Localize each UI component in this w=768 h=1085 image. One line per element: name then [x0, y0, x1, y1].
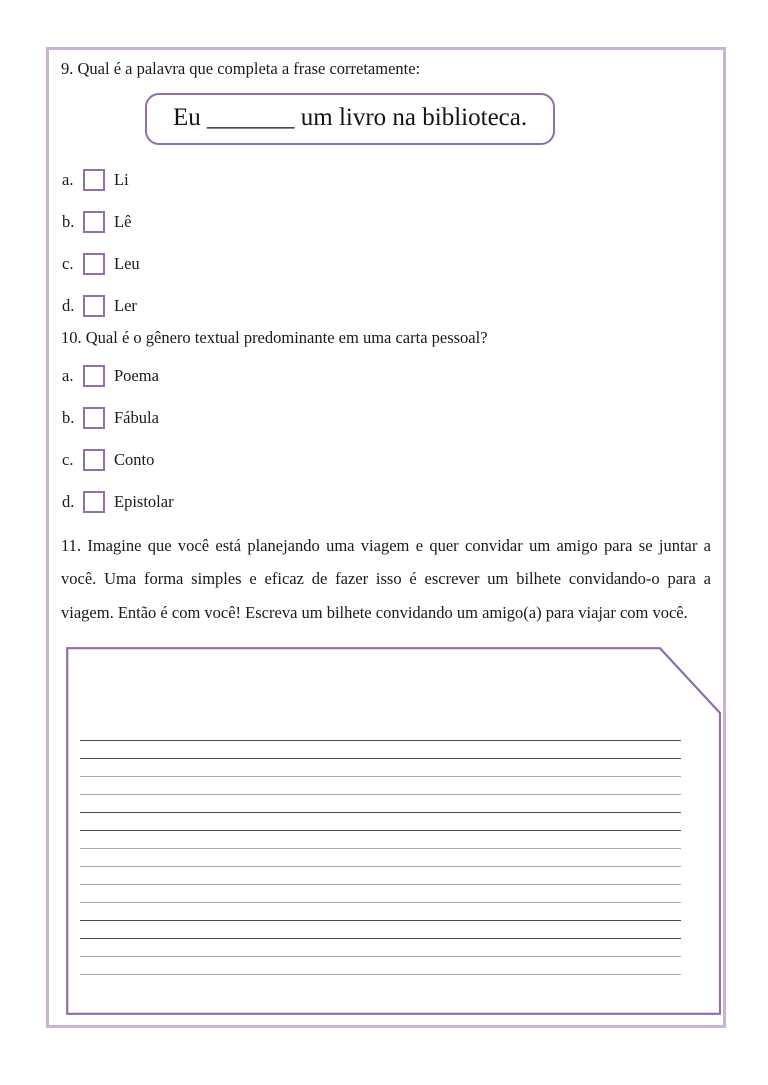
writing-line[interactable]	[80, 885, 681, 903]
option-letter: b.	[62, 407, 75, 427]
option-letter: a.	[62, 365, 74, 385]
option-letter: b.	[62, 211, 75, 231]
question-11-paragraph: 11. Imagine que você está planejando uma viagem e quer convidar um amigo para se juntar a você. Uma forma simples e eficaz de fazer isso é escrever um bilhete convidando-o para a viagem. Então é com você! Escreva um bilhete convidando um amigo(a) para viajar com você.	[61, 535, 711, 623]
question-10-options	[59, 355, 713, 523]
option-label: Leu	[114, 253, 140, 273]
option-letter: a.	[62, 169, 74, 189]
question-block-9	[59, 58, 713, 327]
option-letter: c.	[62, 449, 74, 469]
checkbox-icon[interactable]	[83, 449, 105, 471]
checkbox-icon[interactable]	[83, 169, 105, 191]
writing-line[interactable]	[80, 867, 681, 885]
writing-line[interactable]	[80, 921, 681, 939]
option-letter: d.	[62, 295, 75, 315]
writing-line[interactable]	[80, 939, 681, 957]
checkbox-icon[interactable]	[83, 211, 105, 233]
writing-line[interactable]	[80, 795, 681, 813]
writing-line[interactable]	[80, 957, 681, 975]
option-label: Poema	[114, 365, 159, 385]
option-row[interactable]	[59, 243, 713, 285]
option-letter: d.	[62, 491, 75, 511]
writing-line[interactable]	[80, 813, 681, 831]
checkbox-icon[interactable]	[83, 365, 105, 387]
writing-line[interactable]	[80, 849, 681, 867]
writing-line[interactable]	[80, 723, 681, 741]
option-label: Lê	[114, 211, 132, 231]
option-row[interactable]	[59, 355, 713, 397]
option-label: Li	[114, 169, 129, 189]
question-block-11	[59, 529, 713, 630]
checkbox-icon[interactable]	[83, 253, 105, 275]
option-row[interactable]	[59, 159, 713, 201]
option-row[interactable]	[59, 285, 713, 327]
writing-line[interactable]	[80, 741, 681, 759]
option-letter: c.	[62, 253, 74, 273]
writing-lines[interactable]	[80, 723, 681, 975]
option-row[interactable]	[59, 201, 713, 243]
option-label: Ler	[114, 295, 137, 315]
option-row[interactable]	[59, 397, 713, 439]
writing-line[interactable]	[80, 831, 681, 849]
option-label: Epistolar	[114, 491, 174, 511]
question-block-10	[59, 327, 713, 523]
question-9-heading: 9. Qual é a palavra que completa a frase corretamente:	[61, 59, 421, 78]
question-9-options	[59, 159, 713, 327]
option-row[interactable]	[59, 481, 713, 523]
option-label: Conto	[114, 449, 155, 469]
writing-line[interactable]	[80, 777, 681, 795]
writing-line[interactable]	[80, 903, 681, 921]
checkbox-icon[interactable]	[83, 407, 105, 429]
writing-line[interactable]	[80, 759, 681, 777]
checkbox-icon[interactable]	[83, 295, 105, 317]
option-label: Fábula	[114, 407, 159, 427]
checkbox-icon[interactable]	[83, 491, 105, 513]
fill-in-the-blank-sentence: Eu _______ um livro na biblioteca.	[145, 93, 555, 145]
option-row[interactable]	[59, 439, 713, 481]
sentence-box-container	[59, 93, 713, 145]
answer-note-box[interactable]	[66, 647, 721, 1015]
question-10-heading: 10. Qual é o gênero textual predominante em uma carta pessoal?	[61, 327, 488, 347]
